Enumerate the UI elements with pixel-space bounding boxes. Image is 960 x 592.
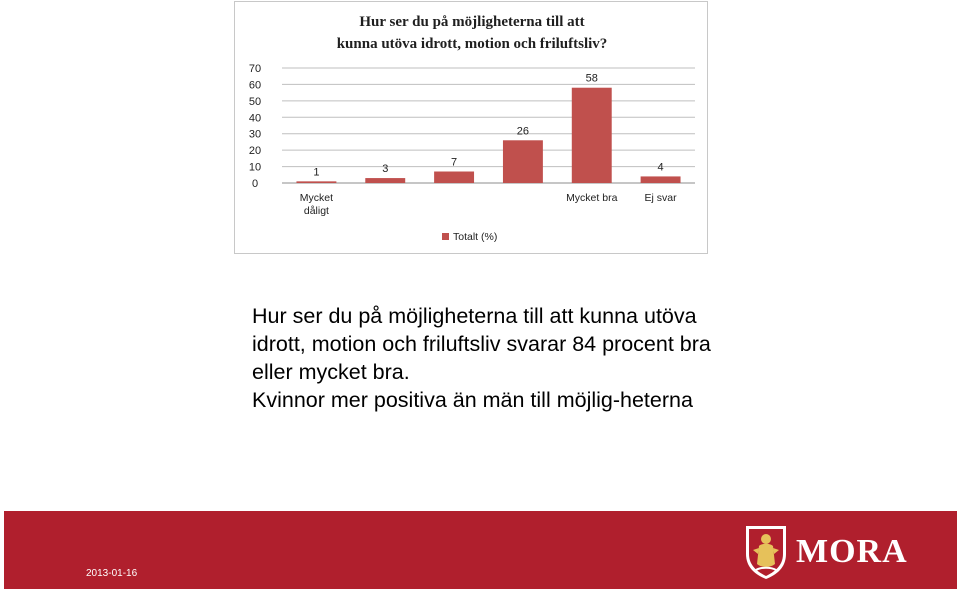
chart-title-line-1: Hur ser du på möjligheterna till att bbox=[359, 14, 585, 30]
data-label: 1 bbox=[313, 166, 320, 179]
y-tick-label: 30 bbox=[248, 128, 262, 141]
footer-date: 2013-01-16 bbox=[86, 568, 138, 579]
bar bbox=[296, 181, 336, 183]
y-tick-label: 0 bbox=[251, 178, 259, 190]
chart-frame bbox=[234, 1, 708, 254]
footer-bar bbox=[4, 511, 957, 589]
bar bbox=[365, 178, 405, 183]
bar-chart bbox=[235, 2, 709, 255]
x-tick-label: Ej svar bbox=[644, 192, 677, 204]
body-paragraph-1: Hur ser du på möjligheterna till att kunna utöva idrott, motion och friluftsliv svarar 84 procent bra eller mycket bra. bbox=[252, 304, 711, 384]
x-tick-label: dåligt bbox=[303, 205, 329, 217]
x-tick-label: Mycket bra bbox=[566, 192, 618, 204]
bar bbox=[572, 88, 612, 183]
bar bbox=[434, 172, 474, 184]
y-tick-label: 40 bbox=[248, 112, 262, 125]
mora-logo bbox=[744, 523, 908, 581]
legend-label: Totalt (%) bbox=[453, 231, 498, 243]
slide-body-text bbox=[252, 302, 722, 414]
y-tick-label: 20 bbox=[248, 145, 262, 158]
data-label: 4 bbox=[657, 161, 664, 174]
coat-of-arms-icon bbox=[744, 524, 788, 580]
data-label: 7 bbox=[451, 156, 458, 169]
chart-title-line-2: kunna utöva idrott, motion och friluftsliv? bbox=[336, 36, 608, 52]
legend-swatch bbox=[442, 233, 449, 240]
body-paragraph-2: Kvinnor mer positiva än män till möjlig-heterna bbox=[252, 388, 693, 412]
x-tick-label: Mycket bbox=[299, 192, 334, 204]
y-tick-label: 50 bbox=[248, 95, 262, 108]
data-label: 3 bbox=[382, 163, 389, 176]
bar bbox=[503, 140, 543, 183]
bar bbox=[641, 176, 681, 183]
data-label: 26 bbox=[516, 125, 530, 138]
logo-text: MORA bbox=[796, 533, 908, 570]
data-label: 58 bbox=[585, 72, 598, 85]
y-tick-label: 60 bbox=[248, 79, 262, 92]
y-tick-label: 70 bbox=[248, 63, 262, 75]
y-tick-label: 10 bbox=[248, 161, 262, 174]
